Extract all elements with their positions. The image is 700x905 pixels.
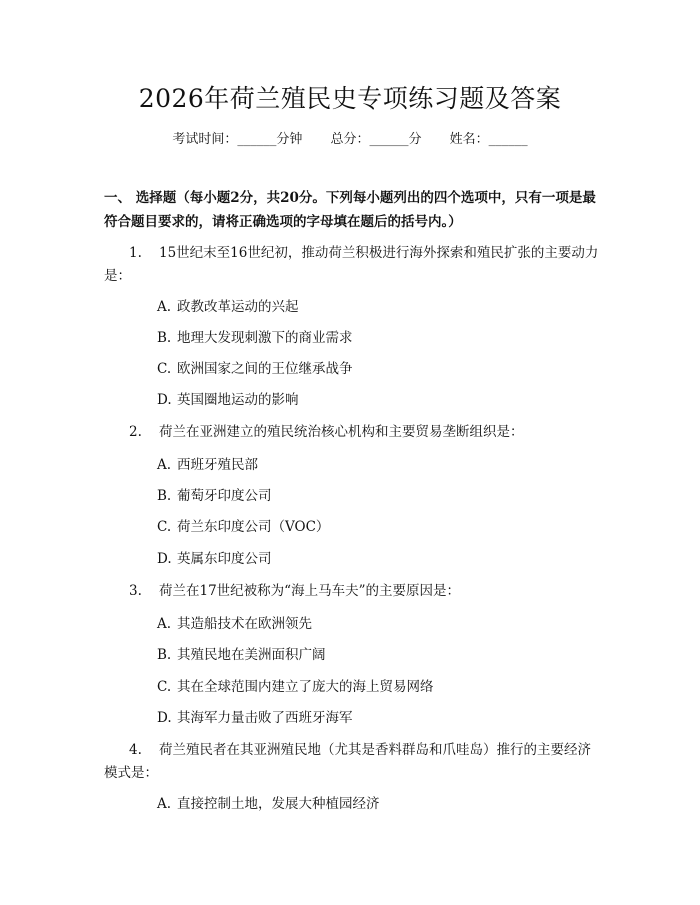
question-3: [104, 580, 604, 603]
option-text: 西班牙殖民部: [177, 457, 258, 473]
option-text: 英国圈地运动的影响: [177, 392, 299, 408]
question-number: 1.: [129, 245, 142, 261]
option-letter: D.: [157, 392, 172, 408]
question-number: 4.: [129, 742, 142, 758]
option-text: 其造船技术在欧洲领先: [177, 616, 312, 632]
option-letter: B.: [157, 330, 172, 346]
option-letter: A.: [157, 457, 172, 473]
option-1c: [157, 359, 597, 379]
option-text: 欧洲国家之间的王位继承战争: [177, 361, 353, 377]
question-number: 2.: [129, 424, 142, 440]
option-text: 地理大发现刺激下的商业需求: [177, 330, 353, 346]
question-text: 荷兰殖民者在其亚洲殖民地（尤其是香料群岛和爪哇岛）推行的主要经济模式是：: [104, 742, 591, 781]
question-text: 荷兰在亚洲建立的殖民统治核心机构和主要贸易垄断组织是：: [159, 424, 524, 440]
option-1b: [157, 328, 597, 348]
question-text: 15世纪末至16世纪初，推动荷兰积极进行海外探索和殖民扩张的主要动力是：: [104, 245, 599, 284]
option-1a: [157, 297, 597, 317]
option-3c: [157, 677, 597, 697]
question-2: [104, 421, 604, 444]
option-letter: A.: [157, 616, 172, 632]
exam-info-line: [0, 130, 700, 150]
option-text: 政教改革运动的兴起: [177, 299, 299, 315]
question-4: [104, 739, 604, 785]
student-name-field: 姓名：______: [449, 132, 528, 147]
question-1: [104, 242, 604, 288]
option-1d: [157, 390, 597, 410]
option-letter: A.: [157, 796, 172, 812]
option-3b: [157, 645, 597, 665]
option-letter: B.: [157, 647, 172, 663]
option-letter: D.: [157, 551, 172, 567]
question-number: 3.: [129, 583, 142, 599]
option-text: 其在全球范围内建立了庞大的海上贸易网络: [177, 679, 434, 695]
section-heading: 一、 选择题（每小题2分，共20分。下列每小题列出的四个选项中，只有一项是最符合题目要求的，请将正确选项的字母填在题后的括号内。）: [104, 190, 596, 230]
option-2d: [157, 549, 597, 569]
option-letter: C.: [157, 679, 172, 695]
option-2c: [157, 517, 597, 537]
option-2a: [157, 455, 597, 475]
option-3a: [157, 614, 597, 634]
exam-time-field: 考试时间：______分钟: [172, 132, 303, 147]
option-letter: C.: [157, 361, 172, 377]
option-text: 葡萄牙印度公司: [177, 488, 272, 504]
option-text: 其殖民地在美洲面积广阔: [177, 647, 326, 663]
total-score-field: 总分：______分: [330, 132, 422, 147]
option-text: 直接控制土地，发展大种植园经济: [177, 796, 380, 812]
option-2b: [157, 486, 597, 506]
question-text: 荷兰在17世纪被称为“海上马车夫”的主要原因是：: [159, 583, 460, 599]
option-letter: B.: [157, 488, 172, 504]
option-3d: [157, 708, 597, 728]
option-letter: A.: [157, 299, 172, 315]
option-text: 荷兰东印度公司（VOC）: [177, 519, 330, 535]
option-letter: C.: [157, 519, 172, 535]
option-text: 其海军力量击败了西班牙海军: [177, 710, 353, 726]
option-letter: D.: [157, 710, 172, 726]
option-4a: [157, 794, 597, 814]
page-title: 2026年荷兰殖民史专项练习题及答案: [138, 84, 562, 113]
option-text: 英属东印度公司: [177, 551, 272, 567]
